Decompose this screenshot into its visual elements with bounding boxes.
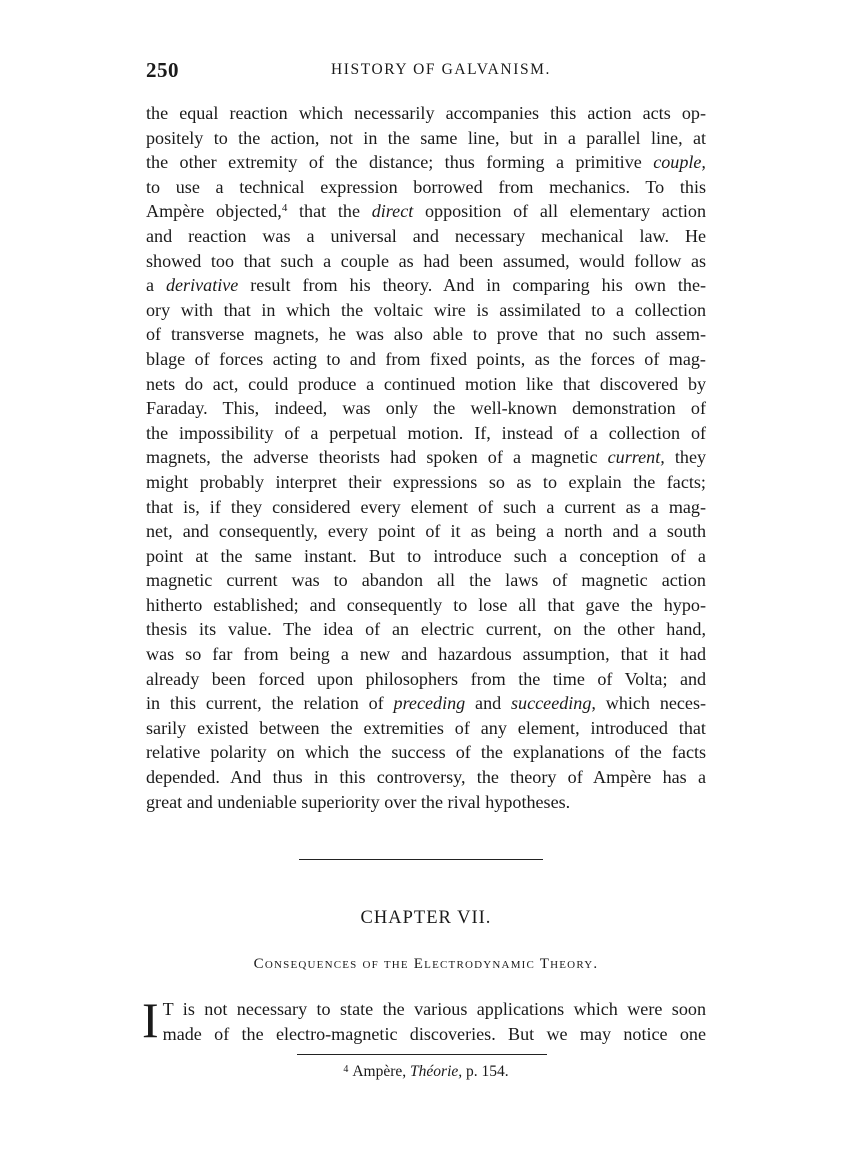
section-divider-rule — [299, 859, 543, 860]
body-line: and reaction was a universal and necessary mechanical law. He — [146, 225, 707, 246]
body-line: Ampère objected,$^4$ that the direct opposition of all elementary action — [146, 201, 707, 222]
body-line: already been forced upon philosophers from the time of Volta; and — [146, 668, 707, 689]
body-line: net, and consequently, every point of it as being a north and a south — [146, 521, 707, 542]
body-line: depended. And thus in this controversy, the theory of Ampère has a — [146, 767, 706, 788]
body-line: was so far from being a new and hazardous assumption, that it had — [146, 644, 707, 665]
chapter-opening-line-1: T is not necessary to state the various applications which were soon — [162, 999, 706, 1019]
body-line: sarily existed between the extremities of any element, introduced that — [146, 717, 706, 738]
body-line: of transverse magnets, he was also able to prove that no such assem- — [146, 324, 707, 345]
footnote — [146, 1063, 706, 1081]
footnote-page: p. 154. — [466, 1063, 509, 1080]
chapter-subtitle: Consequences of the Electrodynamic Theory. — [253, 956, 599, 972]
body-line: a derivative result from his theory. And in comparing his own the- — [146, 275, 707, 296]
chapter-opening-line-2: made of the electro-magnetic discoveries. But we may notice one — [162, 1023, 706, 1044]
footnote-title: Théorie, — [410, 1063, 463, 1080]
body-line: ory with that in which the voltaic wire is assimilated to a collection — [146, 299, 707, 320]
body-line: blage of forces acting to and from fixed points, as the forces of mag- — [146, 348, 706, 369]
body-line: point at the same instant. But to introduce such a conception of a — [146, 545, 706, 566]
body-line: Faraday. This, indeed, was only the well-known demonstration of — [146, 398, 706, 419]
footnote-rule — [297, 1054, 547, 1055]
chapter-opening — [142, 992, 706, 1048]
footnote-author: Ampère, — [352, 1063, 407, 1080]
drop-cap: I — [142, 992, 159, 1048]
body-line: that is, if they considered every element of such a current as a mag- — [146, 496, 707, 517]
body-line: might probably interpret their expressions so as to explain the facts; — [146, 471, 706, 492]
body-line: positely to the action, not in the same line, but in a parallel line, at — [146, 127, 707, 148]
body-line: nets do act, could produce a continued motion like that discovered by — [146, 373, 707, 394]
footnote-mark: 4 — [343, 1064, 349, 1075]
body-line: magnetic current was to abandon all the laws of magnetic action — [146, 570, 706, 591]
body-line: the impossibility of a perpetual motion. If, instead of a collection of — [146, 422, 707, 443]
running-head — [146, 58, 706, 86]
body-line: the other extremity of the distance; thus forming a primitive couple, — [146, 152, 706, 173]
body-line: the equal reaction which necessarily accompanies this action acts op- — [146, 103, 706, 123]
page-number: 250 — [146, 58, 179, 82]
body-line: thesis its value. The idea of an electric current, on the other hand, — [146, 619, 706, 640]
body-line: showed too that such a couple as had been assumed, would follow as — [146, 250, 707, 271]
running-title: HISTORY OF GALVANISM. — [330, 61, 552, 78]
body-line: to use a technical expression borrowed from mechanics. To this — [146, 176, 707, 197]
body-line: hitherto established; and consequently to lose all that gave the hypo- — [146, 594, 706, 615]
chapter-title: CHAPTER VII. — [360, 908, 492, 928]
body-text — [146, 101, 706, 814]
body-line: great and undeniable superiority over the rival hypotheses. — [146, 791, 571, 812]
body-line: relative polarity on which the success of the explanations of the facts — [146, 742, 707, 763]
body-line: magnets, the adverse theorists had spoken of a magnetic current, they — [146, 447, 707, 468]
body-line: in this current, the relation of preceding and succeeding, which neces- — [146, 693, 707, 714]
